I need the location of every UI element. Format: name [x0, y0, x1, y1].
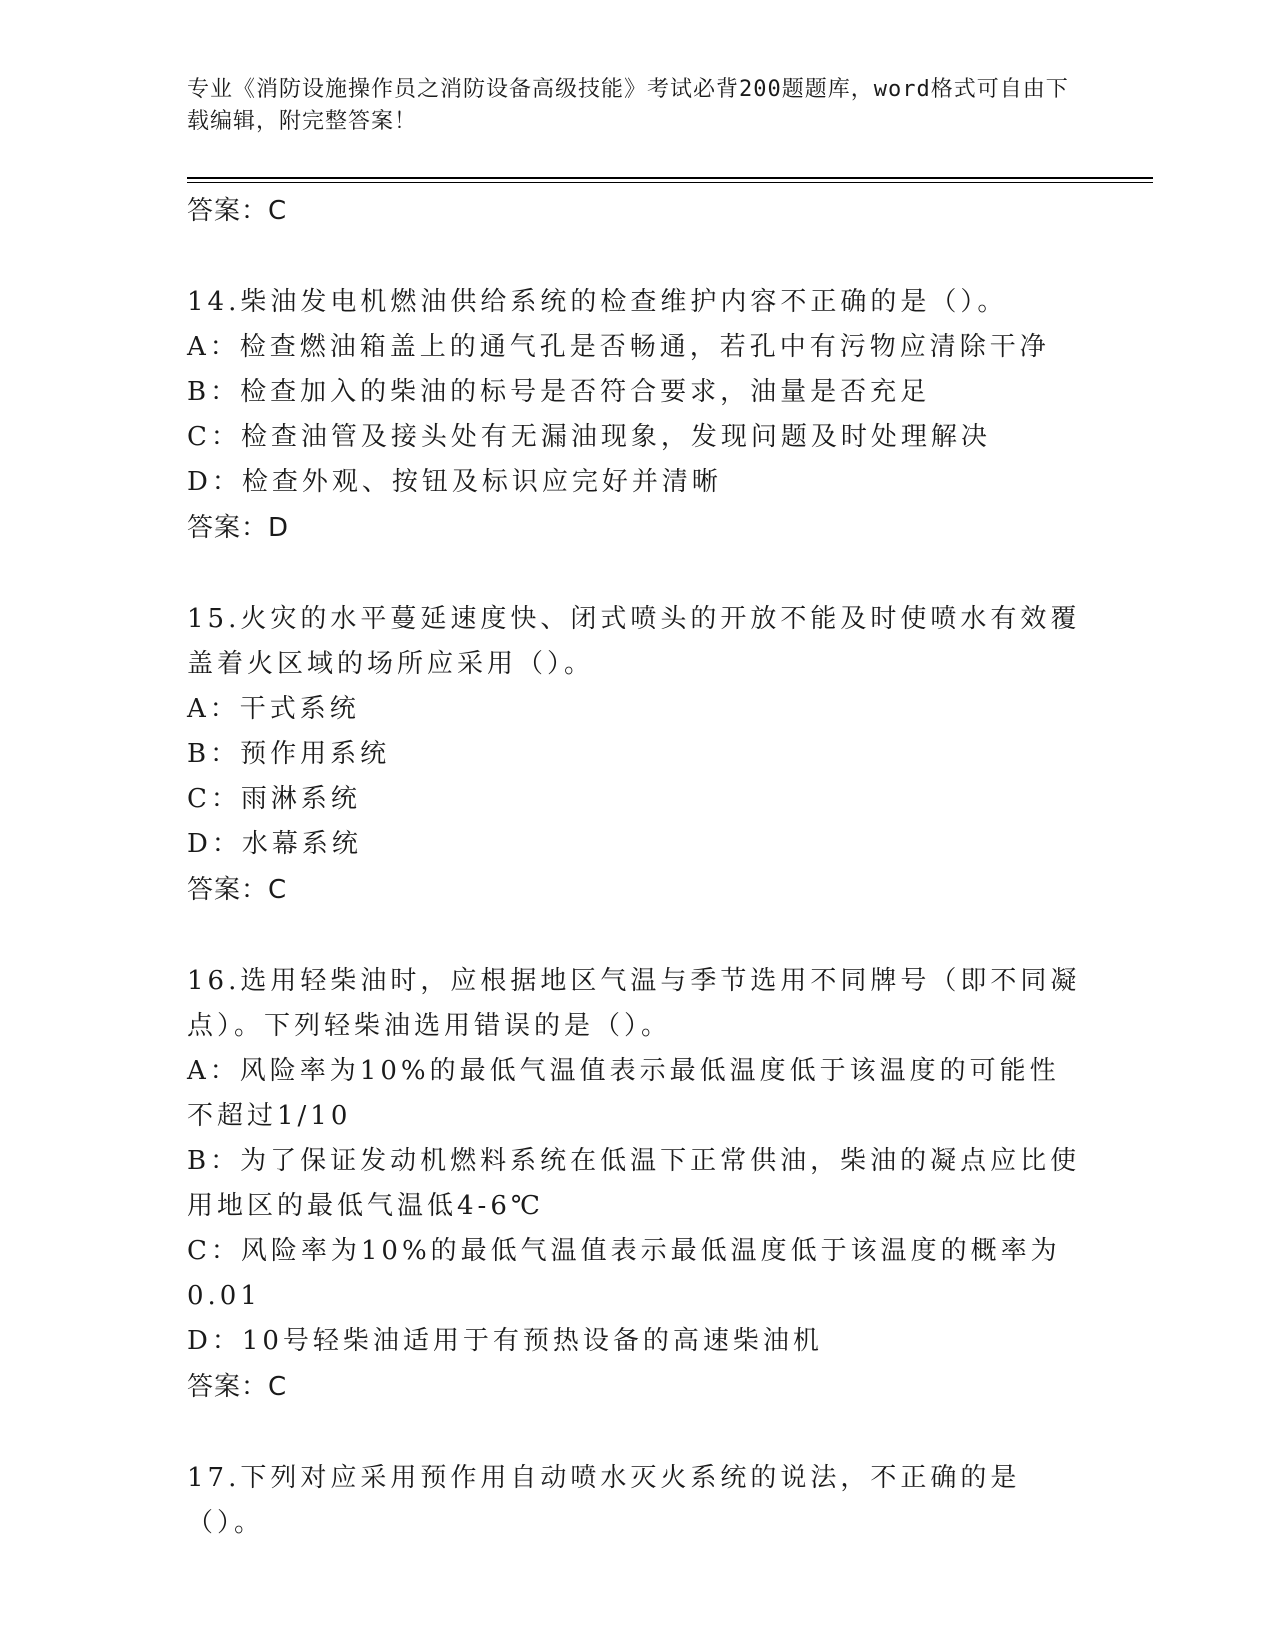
option-15-c: C：雨淋系统 [187, 784, 361, 814]
option-16-d: D：10号轻柴油适用于有预热设备的高速柴油机 [187, 1326, 823, 1356]
option-14-a: A：检查燃油箱盖上的通气孔是否畅通，若孔中有污物应清除干净 [187, 332, 1050, 362]
spacer [187, 551, 1087, 597]
answer-14: 答案：D [187, 513, 290, 543]
answer-15: 答案：C [187, 875, 288, 905]
header-divider-thin [187, 182, 1153, 183]
spacer [187, 1410, 1087, 1456]
option-14-b: B：检查加入的柴油的标号是否符合要求，油量是否充足 [187, 377, 931, 407]
option-14-d: D：检查外观、按钮及标识应完好并清晰 [187, 467, 722, 497]
question-17: 17.下列对应采用预作用自动喷水灭火系统的说法，不正确的是（）。 [187, 1463, 1021, 1538]
option-16-a: A：风险率为10%的最低气温值表示最低温度低于该温度的可能性不超过1/10 [187, 1056, 1060, 1131]
option-15-b: B：预作用系统 [187, 739, 391, 769]
option-15-d: D：水幕系统 [187, 829, 362, 859]
spacer [187, 234, 1087, 280]
question-14: 14.柴油发电机燃油供给系统的检查维护内容不正确的是（）。 [187, 287, 1008, 317]
question-16: 16.选用轻柴油时，应根据地区气温与季节选用不同牌号（即不同凝点）。下列轻柴油选用错误的是（）。 [187, 966, 1081, 1041]
answer-13: 答案：C [187, 196, 288, 226]
option-15-a: A：干式系统 [187, 694, 360, 724]
document-header: 专业《消防设施操作员之消防设备高级技能》考试必背200题题库，word格式可自由下载编辑，附完整答案！ [187, 77, 1069, 134]
option-14-c: C：检查油管及接头处有无漏油现象，发现问题及时处理解决 [187, 422, 991, 452]
spacer [187, 913, 1087, 959]
question-15: 15.火灾的水平蔓延速度快、闭式喷头的开放不能及时使喷水有效覆盖着火区域的场所应采用（）。 [187, 604, 1081, 679]
answer-16: 答案：C [187, 1372, 288, 1402]
document-body [187, 188, 1087, 1546]
option-16-b: B：为了保证发动机燃料系统在低温下正常供油，柴油的凝点应比使用地区的最低气温低4-6℃ [187, 1146, 1081, 1221]
header-divider-thick [187, 177, 1153, 179]
option-16-c: C：风险率为10%的最低气温值表示最低温度低于该温度的概率为0.01 [187, 1236, 1061, 1311]
